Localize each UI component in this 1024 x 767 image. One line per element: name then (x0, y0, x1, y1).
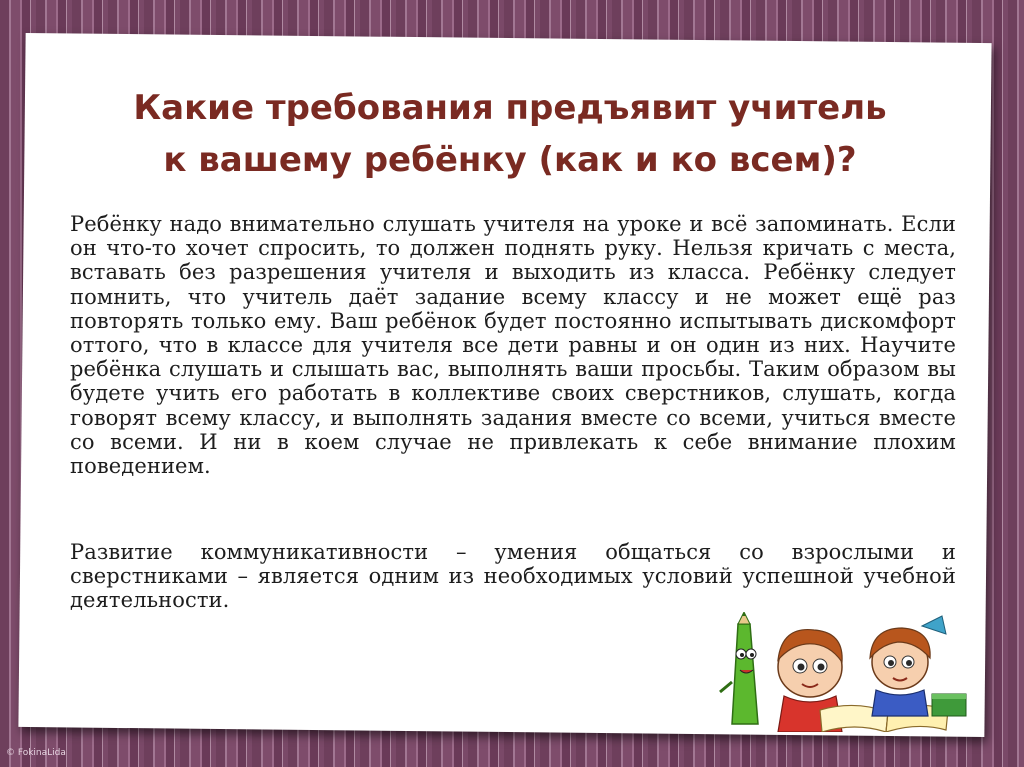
kids-reading-with-pencil-illustration (710, 612, 970, 732)
pencil-character-icon (720, 612, 758, 724)
slide-title: Какие требования предъявит учитель к вашему ребёнку (как и ко всем)? (133, 88, 887, 180)
image-credit: © FokinaLida (6, 748, 66, 758)
green-book-icon (932, 694, 966, 716)
body-paragraph-2: Развитие коммуникативности – умения общаться со взрослыми и сверстниками – является одним из необходимых условий успешной учебной деятельности. (70, 540, 956, 613)
body-paragraph-1: Ребёнку надо внимательно слушать учителя на уроке и всё запоминать. Если он что-то хочет спросить, то должен поднять руку. Нельзя кричать с места, вставать без разрешения учителя и выходить из класса. Ребёнку следует помнить, что учитель даёт задание всему классу и не может ещё раз повторять только ему. Ваш ребёнок будет постоянно испытывать дискомфорт оттого, что в классе для учителя все дети равны и он один из них. Научите ребёнка слушать и слышать вас, выполнять ваши просьбы. Таким образом вы будете учить его работать в коллективе своих сверстников, слушать, когда говорят всему классу, и выполнять задания вместе со всеми, учиться вместе со всеми. И ни в коем случае не привлекать к себе внимание плохим поведением. (70, 212, 956, 479)
